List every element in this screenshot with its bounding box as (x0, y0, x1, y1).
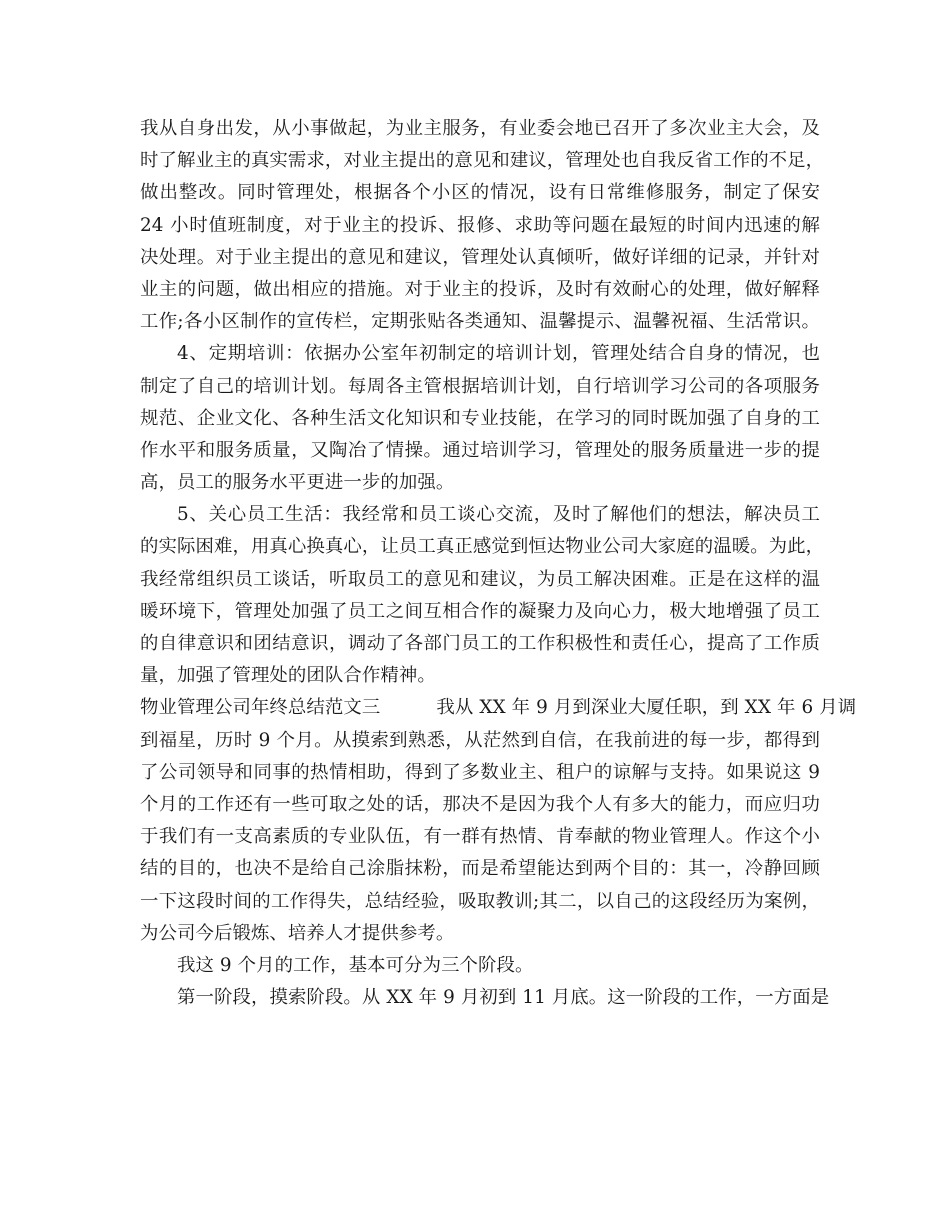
text-line: 第一阶段，摸索阶段。从 XX 年 9 月初到 11 月底。这一阶段的工作，一方面是 (177, 987, 830, 1009)
text-line: 到福星，历时 9 个月。从摸索到熟悉，从茫然到自信，在我前进的每一步，都得到 (140, 729, 820, 751)
text-line: 24 小时值班制度，对于业主的投诉、报修、求助等问题在最短的时间内迅速的解 (140, 214, 820, 236)
text-line: 的自律意识和团结意识，调动了各部门员工的工作积极性和责任心，提高了工作质 (140, 633, 820, 654)
text-line: 高，员工的服务水平更进一步的加强。 (140, 472, 455, 494)
section-title-line (140, 692, 857, 724)
text-line: 暖环境下，管理处加强了员工之间互相合作的凝聚力及向心力，极大地增强了员工 (140, 600, 820, 622)
document-body (140, 113, 857, 1014)
text-line: 时了解业主的真实需求，对业主提出的意见和建议，管理处也自我反省工作的不足， (140, 150, 825, 172)
text-line: 个月的工作还有一些可取之处的话，那决不是因为我个人有多大的能力，而应归功 (140, 793, 820, 815)
text-line: 一下这段时间的工作得失，总结经验，吸取教训;其二，以自己的这段经历为案例， (140, 890, 820, 912)
text-line: 业主的问题，做出相应的措施。对于业主的投诉，及时有效耐心的处理，做好解释 (140, 278, 820, 300)
text-line: 制定了自己的培训计划。每周各主管根据培训计划，自行培训学习公司的各项服务 (140, 375, 820, 397)
text-line: 4、定期培训：依据办公室年初制定的培训计划，管理处结合自身的情况，也 (177, 343, 820, 365)
section-title: 物业管理公司年终总结范文三 (140, 697, 381, 719)
text-line: 作水平和服务质量，又陶冶了情操。通过培训学习，管理处的服务质量进一步的提 (140, 439, 820, 461)
text-line: 规范、企业文化、各种生活文化知识和专业技能，在学习的同时既加强了自身的工 (140, 407, 820, 429)
text-line: 结的目的，也决不是给自己涂脂抹粉，而是希望能达到两个目的：其一，冷静回顾 (140, 858, 820, 880)
text-line: 为公司今后锻炼、培养人才提供参考。 (140, 922, 455, 944)
text-line: 我经常组织员工谈话，听取员工的意见和建议，为员工解决困难。正是在这样的温 (140, 568, 820, 590)
text-line: 5、关心员工生活：我经常和员工谈心交流，及时了解他们的想法，解决员工 (177, 504, 820, 526)
text-line: 我从自身出发，从小事做起，为业主服务，有业委会地已召开了多次业主大会，及 (140, 118, 820, 139)
text-line: 了公司领导和同事的热情相助，得到了多数业主、租户的谅解与支持。如果说这 9 (140, 761, 820, 783)
section-title-line-text: 我从 XX 年 9 月到深业大厦任职，到 XX 年 6 月调 (436, 697, 857, 719)
text-line: 于我们有一支高素质的专业队伍，有一群有热情、肯奉献的物业管理人。作这个小 (140, 826, 820, 848)
text-line: 决处理。对于业主提出的意见和建议，管理处认真倾听，做好详细的记录，并针对 (140, 246, 820, 268)
text-line: 的实际困难，用真心换真心，让员工真正感觉到恒达物业公司大家庭的温暖。为此， (140, 536, 825, 558)
text-line: 量，加强了管理处的团队合作精神。 (140, 665, 436, 687)
text-line: 做出整改。同时管理处，根据各个小区的情况，设有日常维修服务，制定了保安 (140, 182, 820, 204)
text-line: 我这 9 个月的工作，基本可分为三个阶段。 (177, 954, 534, 976)
text-line: 工作;各小区制作的宣传栏，定期张贴各类通知、温馨提示、温馨祝福、生活常识。 (140, 311, 820, 333)
